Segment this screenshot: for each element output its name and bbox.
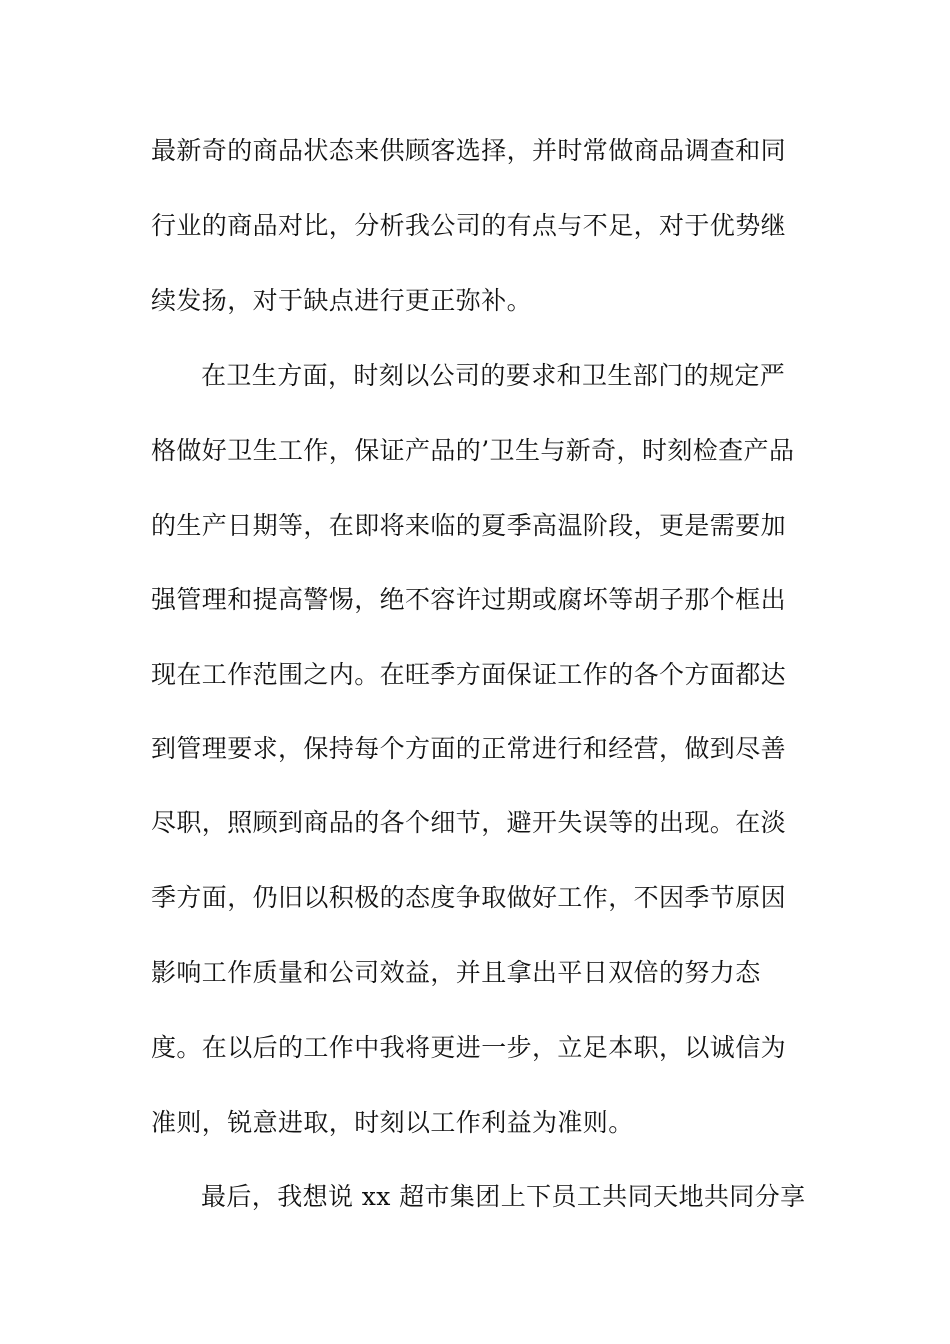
paragraph-line: 影响工作质量和公司效益，并且拿出平日双倍的努力态 — [151, 958, 761, 987]
paragraph-line: 准则，锐意进取，时刻以工作利益为准则。 — [151, 1108, 634, 1137]
paragraph-line: 尽职，照顾到商品的各个细节，避开失误等的出现。在淡 — [151, 808, 787, 837]
paragraph-line: 强管理和提高警惕，绝不容许过期或腐坏等胡子那个框出 — [151, 585, 787, 614]
paragraph-line: 季方面，仍旧以积极的态度争取做好工作，不因季节原因 — [151, 883, 787, 912]
paragraph-line: 度。在以后的工作中我将更进一步，立足本职，以诚信为 — [151, 1033, 787, 1062]
paragraph-line: 在卫生方面，时刻以公司的要求和卫生部门的规定严 — [201, 361, 786, 390]
paragraph-line: 最后，我想说 xx 超市集团上下员工共同天地共同分享 — [201, 1182, 806, 1211]
paragraph-line: 到管理要求，保持每个方面的正常进行和经营，做到尽善 — [151, 734, 787, 763]
paragraph-line: 最新奇的商品状态来供顾客选择，并时常做商品调查和同 — [151, 136, 787, 165]
paragraph-line: 格做好卫生工作，保证产品的’卫生与新奇，时刻检查产品 — [151, 436, 795, 465]
paragraph-line: 续发扬，对于缺点进行更正弥补。 — [151, 286, 533, 315]
paragraph-line: 行业的商品对比，分析我公司的有点与不足，对于优势继 — [151, 211, 787, 240]
paragraph-line: 的生产日期等，在即将来临的夏季高温阶段，更是需要加 — [151, 511, 787, 540]
paragraph-line: 现在工作范围之内。在旺季方面保证工作的各个方面都达 — [151, 660, 787, 689]
